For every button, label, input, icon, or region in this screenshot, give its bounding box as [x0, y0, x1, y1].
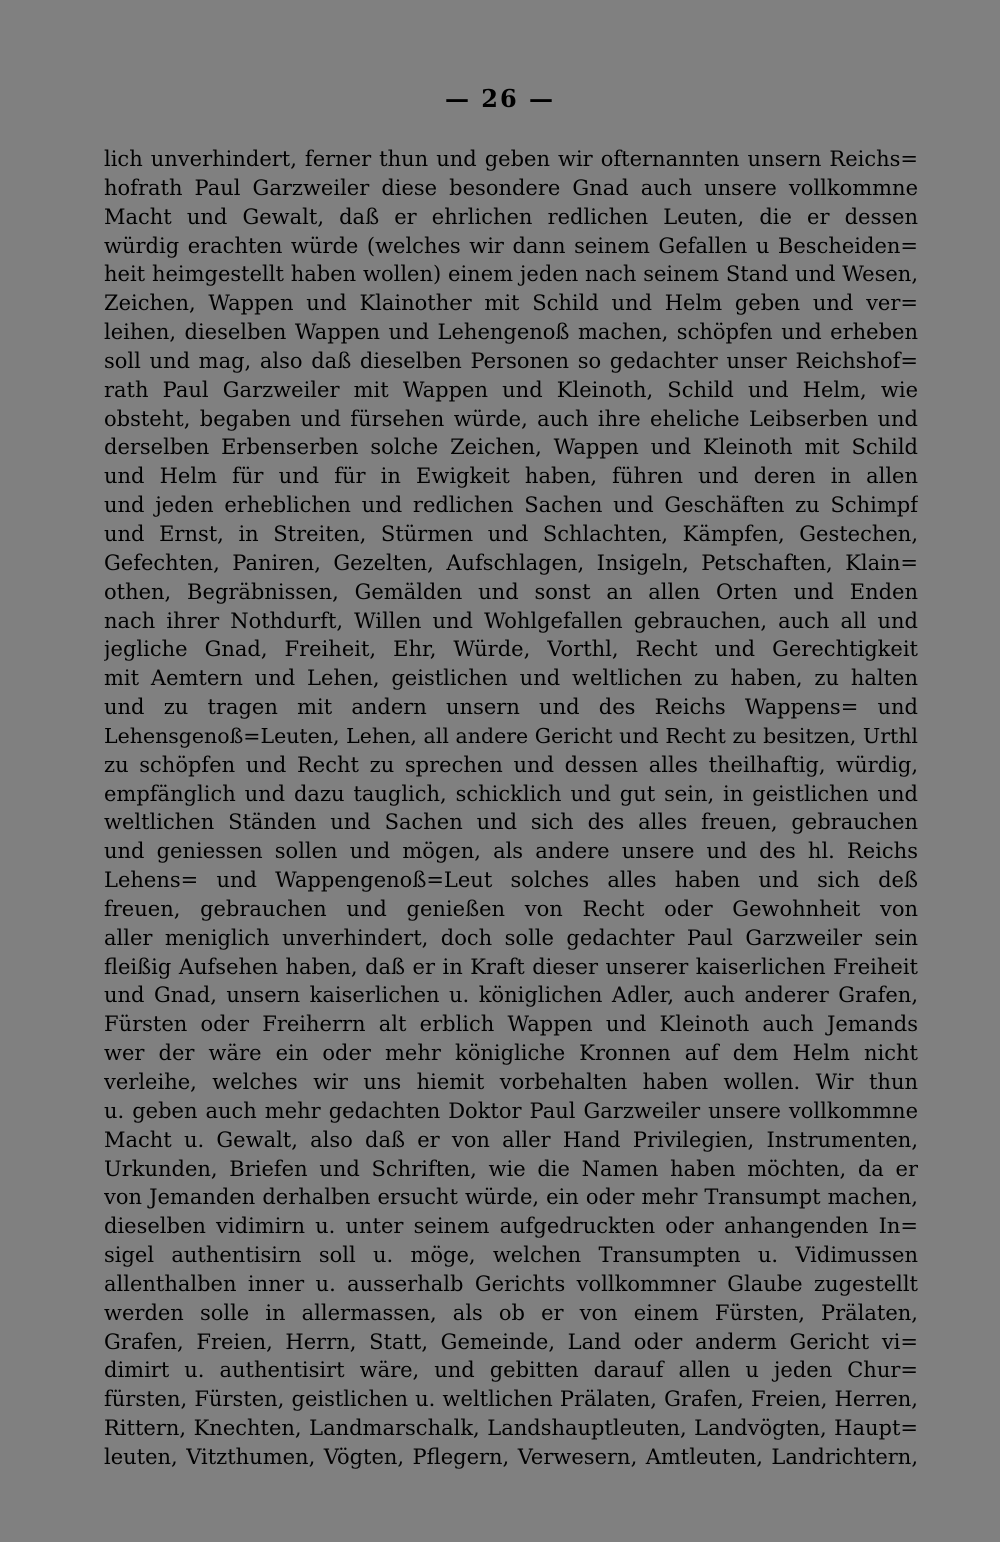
text-line: würdig erachten würde (welches wir dann seinem Gefallen u Bescheiden=: [104, 233, 918, 258]
text-line: freuen, gebrauchen und genießen von Recht oder Gewohnheit von: [104, 896, 918, 921]
text-line: derselben Erbenserben solche Zeichen, Wappen und Kleinoth mit Schild: [104, 435, 918, 460]
text-line: leuten, Vitzthumen, Vögten, Pflegern, Verwesern, Amtleuten, Landrichtern,: [104, 1444, 918, 1469]
text-line: mit Aemtern und Lehen, geistlichen und weltlichen zu haben, zu halten: [104, 666, 918, 691]
text-line: dimirt u. authentisirt wäre, und gebitten darauf allen u jeden Chur=: [104, 1358, 918, 1383]
body-text: [104, 145, 918, 1472]
text-line: heit heimgestellt haben wollen) einem jeden nach seinem Stand und Wesen,: [104, 262, 918, 287]
text-line: und Gnad, unsern kaiserlichen u. königlichen Adler, auch anderer Grafen,: [104, 983, 918, 1008]
text-line: nach ihrer Nothdurft, Willen und Wohlgefallen gebrauchen, auch all und: [104, 608, 918, 633]
text-line: othen, Begräbnissen, Gemälden und sonst an allen Orten und Enden: [104, 579, 918, 604]
text-line: von Jemanden derhalben ersucht würde, ein oder mehr Transumpt machen,: [104, 1185, 918, 1210]
text-line: verleihe, welches wir uns hiemit vorbehalten haben wollen. Wir thun: [104, 1070, 918, 1094]
text-line: Zeichen, Wappen und Klainother mit Schild und Helm geben und ver=: [104, 291, 918, 316]
text-line: u. geben auch mehr gedachten Doktor Paul Garzweiler unsere vollkommne: [104, 1098, 918, 1123]
text-line: dieselben vidimirn u. unter seinem aufgedruckten oder anhangenden In=: [104, 1214, 918, 1239]
text-line: Grafen, Freien, Herrn, Statt, Gemeinde, Land oder anderm Gericht vi=: [104, 1329, 918, 1354]
text-line: jegliche Gnad, Freiheit, Ehr, Würde, Vorthl, Recht und Gerechtigkeit: [104, 637, 918, 662]
text-line: und geniessen sollen und mögen, als andere unsere und des hl. Reichs: [104, 839, 918, 864]
text-line: sigel authentisirn soll u. möge, welchen Transumpten u. Vidimussen: [104, 1243, 918, 1268]
text-line: wer der wäre ein oder mehr königliche Kronnen auf dem Helm nicht: [104, 1041, 918, 1066]
text-line: soll und mag, also daß dieselben Personen so gedachter unser Reichshof=: [104, 348, 918, 373]
text-line: Lehensgenoß=Leuten, Lehen, all andere Gericht und Recht zu besitzen, Urthl: [104, 723, 918, 748]
text-line: lich unverhindert, ferner thun und geben wir ofternannten unsern Reichs=: [104, 147, 918, 171]
text-line: zu schöpfen und Recht zu sprechen und dessen alles theilhaftig, würdig,: [104, 752, 918, 777]
text-line: Lehens= und Wappengenoß=Leut solches alles haben und sich deß: [104, 868, 918, 893]
text-line: allenthalben inner u. ausserhalb Gerichts vollkommner Glaube zugestellt: [104, 1271, 918, 1296]
text-line: rath Paul Garzweiler mit Wappen und Kleinoth, Schild und Helm, wie: [104, 377, 918, 402]
text-line: Macht und Gewalt, daß er ehrlichen redlichen Leuten, die er dessen: [104, 204, 918, 229]
text-line: und jeden erheblichen und redlichen Sachen und Geschäften zu Schimpf: [104, 493, 918, 518]
text-line: und zu tragen mit andern unsern und des Reichs Wappens= und: [104, 695, 918, 720]
text-line: Urkunden, Briefen und Schriften, wie die Namen haben möchten, da er: [104, 1156, 918, 1181]
text-line: obsteht, begaben und fürsehen würde, auch ihre eheliche Leibserben und: [104, 406, 918, 431]
text-line: weltlichen Ständen und Sachen und sich des alles freuen, gebrauchen: [104, 810, 918, 835]
text-line: Gefechten, Paniren, Gezelten, Aufschlagen, Insigeln, Petschaften, Klain=: [104, 550, 918, 575]
text-line: leihen, dieselben Wappen und Lehengenoß machen, schöpfen und erheben: [104, 320, 918, 345]
text-line: Rittern, Knechten, Landmarschalk, Landshauptleuten, Landvögten, Haupt=: [104, 1416, 918, 1441]
text-line: aller meniglich unverhindert, doch solle gedachter Paul Garzweiler sein: [104, 925, 918, 950]
text-line: fleißig Aufsehen haben, daß er in Kraft dieser unserer kaiserlichen Freiheit: [104, 954, 918, 979]
text-line: werden solle in allermassen, als ob er von einem Fürsten, Prälaten,: [104, 1300, 918, 1325]
text-line: und Helm für und für in Ewigkeit haben, führen und deren in allen: [104, 464, 918, 489]
text-line: und Ernst, in Streiten, Stürmen und Schlachten, Kämpfen, Gestechen,: [104, 521, 918, 546]
text-line: hofrath Paul Garzweiler diese besondere Gnad auch unsere vollkommne: [104, 175, 918, 200]
text-line: fürsten, Fürsten, geistlichen u. weltlichen Prälaten, Grafen, Freien, Herren,: [104, 1387, 918, 1412]
text-line: empfänglich und dazu tauglich, schicklich und gut sein, in geistlichen und: [104, 781, 918, 806]
text-line: Fürsten oder Freiherrn alt erblich Wappen und Kleinoth auch Jemands: [104, 1012, 918, 1037]
text-line: Macht u. Gewalt, also daß er von aller Hand Privilegien, Instrumenten,: [104, 1127, 918, 1152]
page-number: — 26 —: [444, 84, 556, 113]
